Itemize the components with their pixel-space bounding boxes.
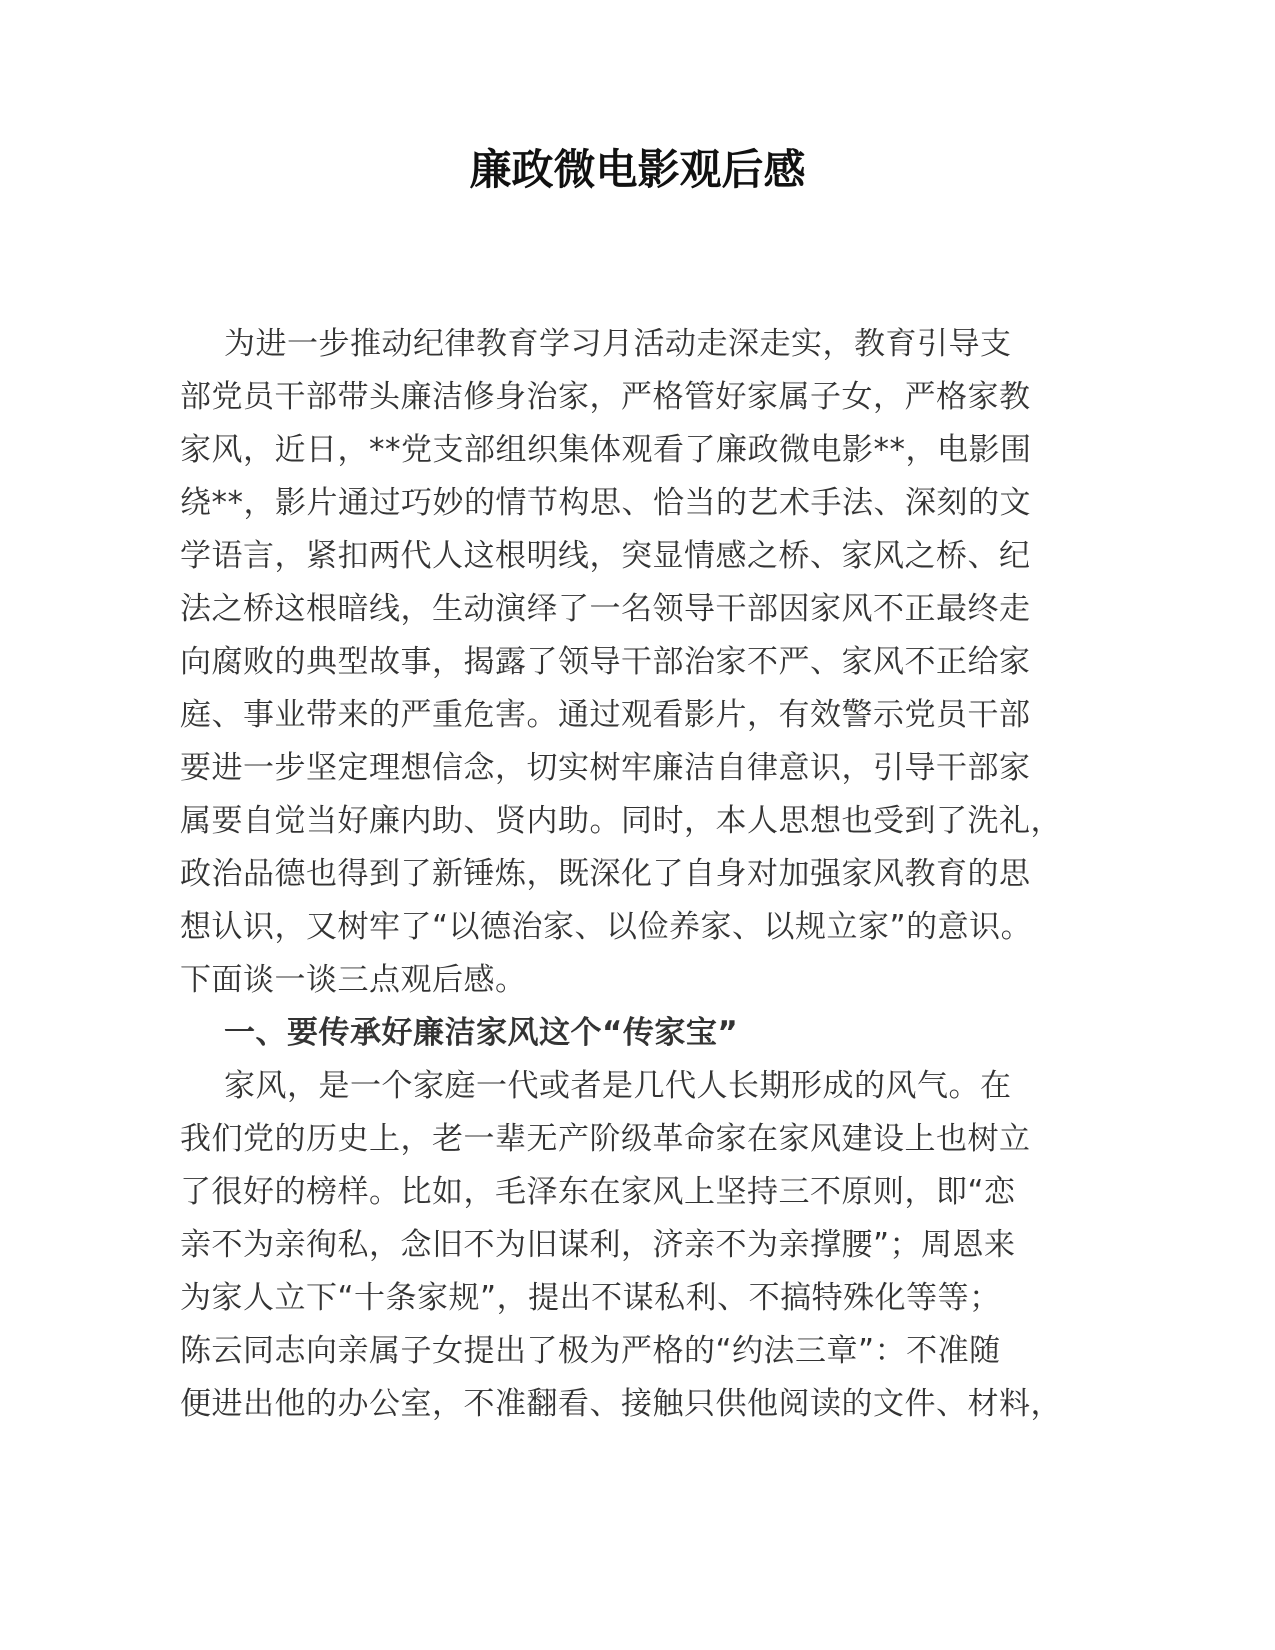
paragraph-line: 学语言，紧扣两代人这根明线，突显情感之桥、家风之桥、纪: [180, 538, 1031, 574]
paragraph-line: 政治品德也得到了新锤炼，既深化了自身对加强家风教育的思: [180, 856, 1031, 892]
paragraph-line: 法之桥这根暗线，生动演绎了一名领导干部因家风不正最终走: [180, 591, 1031, 627]
document-body: [180, 318, 1080, 1431]
paragraph-line: 庭、事业带来的严重危害。通过观看影片，有效警示党员干部: [180, 697, 1031, 733]
paragraph-line: 想认识，又树牢了“以德治家、以俭养家、以规立家”的意识。: [180, 909, 1033, 945]
paragraph-line: 亲不为亲徇私，念旧不为旧谋利，济亲不为亲撑腰”；周恩来: [180, 1227, 1016, 1263]
paragraph-line: 家风，是一个家庭一代或者是几代人长期形成的风气。在: [224, 1068, 1012, 1104]
paragraph-line: 家风，近日，**党支部组织集体观看了廉政微电影**，电影围: [180, 432, 1032, 468]
paragraph-line: 绕**，影片通过巧妙的情节构思、恰当的艺术手法、深刻的文: [180, 485, 1031, 521]
paragraph-line: 了很好的榜样。比如，毛泽东在家风上坚持三不原则，即“恋: [180, 1174, 1016, 1210]
paragraph-line: 要进一步坚定理想信念，切实树牢廉洁自律意识，引导干部家: [180, 750, 1031, 786]
document-title: 廉政微电影观后感: [469, 145, 806, 194]
paragraph-line: 陈云同志向亲属子女提出了极为严格的“约法三章”：不准随: [180, 1333, 1001, 1369]
paragraph-line: 属要自觉当好廉内助、贤内助。同时，本人思想也受到了洗礼，: [180, 803, 1062, 839]
paragraph-line: 便进出他的办公室，不准翻看、接触只供他阅读的文件、材料，: [180, 1386, 1062, 1422]
paragraph-line: 为家人立下“十条家规”，提出不谋私利、不搞特殊化等等；: [180, 1280, 1001, 1316]
paragraph-line: 部党员干部带头廉洁修身治家，严格管好家属子女，严格家教: [180, 379, 1031, 415]
paragraph-line: 下面谈一谈三点观后感。: [180, 962, 527, 998]
paragraph-line: 我们党的历史上，老一辈无产阶级革命家在家风建设上也树立: [180, 1121, 1031, 1157]
section-heading: 一、要传承好廉洁家风这个“传家宝”: [224, 1015, 739, 1051]
paragraph-line: 向腐败的典型故事，揭露了领导干部治家不严、家风不正给家: [180, 644, 1031, 680]
paragraph-line: 为进一步推动纪律教育学习月活动走深走实，教育引导支: [224, 326, 1012, 362]
